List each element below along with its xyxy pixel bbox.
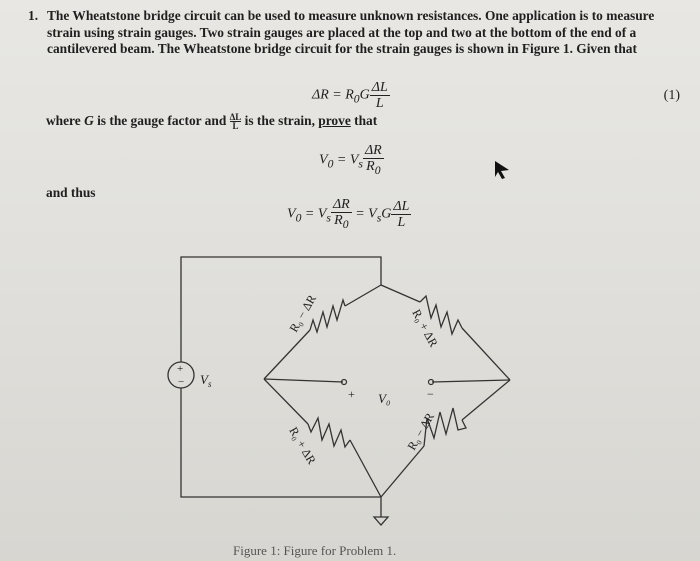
wire-tr-1 (381, 285, 420, 302)
wire-tr-2 (462, 328, 510, 380)
eq3-vs-sub: s (326, 211, 331, 225)
label-r-bottom-left: R₀ + ΔR (286, 424, 319, 467)
wire-br-1 (462, 380, 510, 420)
wire-bl-1 (264, 379, 308, 424)
wire-bl-2 (350, 440, 381, 497)
source-label: V (200, 372, 208, 387)
eq2-num: ΔR (364, 143, 382, 158)
source-plus: + (177, 363, 184, 375)
mouse-pointer-icon (495, 161, 509, 179)
eq2-vs-sub: s (358, 157, 363, 171)
where-pre: where (46, 113, 85, 128)
problem-number: 1. (28, 8, 39, 23)
eq3-eq2: = V (351, 206, 377, 222)
probe-right-wire (432, 380, 510, 382)
where-g: G (84, 113, 94, 128)
figure-caption: Figure 1: Figure for Problem 1. (233, 543, 397, 558)
eq2-den: R (366, 159, 375, 174)
top-wire (181, 257, 381, 362)
v0-minus: − (427, 387, 434, 401)
eq3-den1-sub: 0 (342, 217, 349, 231)
eq1-num: ΔL (371, 80, 388, 95)
label-r-top-right: R₀ + ΔR (409, 306, 441, 350)
wire-br-2 (381, 446, 424, 497)
and-thus: and thus (46, 185, 96, 200)
eq1-g: G (359, 87, 370, 103)
eq3-num1: ΔR (332, 197, 350, 212)
v0-plus: + (348, 387, 355, 401)
eq1-den: L (375, 96, 384, 111)
eq3-v: V (287, 206, 296, 222)
resistor-bottom-left (308, 418, 350, 447)
v0-label: V₀ (378, 391, 391, 406)
where-post2: that (350, 113, 378, 128)
eq3-g: G (381, 206, 392, 222)
source-minus: − (178, 376, 185, 388)
wire-tl-1 (345, 285, 381, 306)
prove-word: prove (318, 113, 351, 128)
ground-icon (374, 517, 388, 525)
eq2-eq: = V (333, 152, 359, 168)
eq3-v-sub: 0 (295, 211, 302, 225)
source-label-sub: s (208, 379, 212, 389)
eq3-eq: = V (301, 206, 327, 222)
eq2-v: V (319, 152, 328, 168)
strain-den: L (232, 121, 239, 132)
where-mid: is the gauge factor and (93, 113, 230, 128)
label-r-top-left: R₀ − ΔR (286, 292, 319, 335)
eq3-den1: R (334, 213, 343, 228)
strain-num: ΔL (229, 112, 242, 123)
problem-body: The Wheatstone bridge circuit can be used to measure unknown resistances. One application is to measure strain using strain gauges. Two strain gauges are placed at the top and two at the bottom of the end of a cantilevered beam. The Wheatstone bridge circuit for the strain gauges is shown in Figure 1. Given that (47, 8, 655, 56)
eq1-lhs: ΔR = R (312, 87, 354, 103)
wire-tl-2 (264, 330, 310, 379)
eq2-v-sub: 0 (327, 157, 334, 171)
probe-left-wire (264, 379, 343, 382)
eq3-vs2-sub: s (376, 211, 382, 225)
label-r-bottom-right: R₀ − ΔR (404, 410, 437, 453)
equation-number: (1) (663, 88, 680, 103)
eq2-den-sub: 0 (374, 163, 381, 177)
eq1-sub: 0 (353, 92, 360, 106)
bottom-wire (181, 388, 381, 507)
eq3-num2: ΔL (393, 198, 410, 214)
eq3-den2: L (397, 214, 406, 230)
where-post1: is the strain, (241, 113, 319, 128)
